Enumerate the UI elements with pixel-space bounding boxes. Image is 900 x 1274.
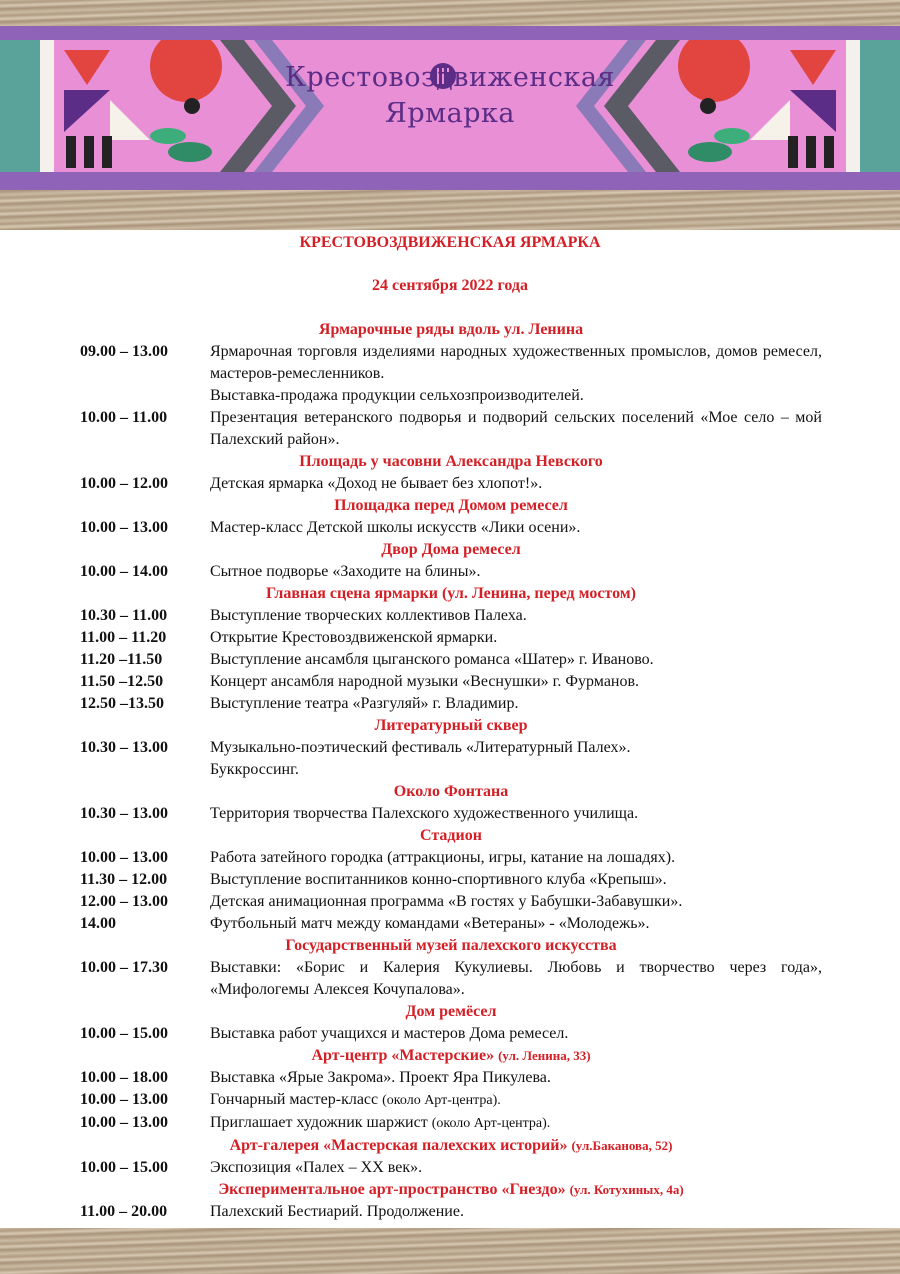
event-time: 10.00 – 13.00 <box>80 519 168 536</box>
event-description <box>210 1201 822 1223</box>
event-description <box>210 759 822 781</box>
event-description <box>210 891 822 913</box>
event-text: Выступление творческих коллективов Палеха. <box>210 607 527 624</box>
section-heading <box>80 935 822 957</box>
event-description <box>210 407 822 451</box>
event-text: Выставка «Ярые Закрома». Проект Яра Пикулева. <box>210 1069 551 1086</box>
section-heading <box>80 1179 822 1201</box>
header-banner <box>0 26 900 190</box>
event-description <box>210 385 822 407</box>
schedule-row <box>80 627 822 649</box>
section-heading-text: Площадь у часовни Александра Невского <box>299 453 603 470</box>
event-text: Футбольный матч между командами «Ветераны» - «Молодежь». <box>210 915 650 932</box>
section-heading-text: Около Фонтана <box>393 783 509 800</box>
schedule-row <box>80 1201 822 1223</box>
banner-title-line2: Ярмарка <box>385 98 515 129</box>
event-text: Приглашает художник шаржист <box>210 1114 428 1131</box>
event-text: Мастер-класс Детской школы искусств «Лики осени». <box>210 519 581 536</box>
event-description <box>210 1112 822 1135</box>
event-text: Открытие Крестовоздвиженской ярмарки. <box>210 629 498 646</box>
schedule-row <box>80 341 822 385</box>
event-time: 10.00 – 13.00 <box>80 849 168 866</box>
schedule-row <box>80 1067 822 1089</box>
event-text: Выставка работ учащихся и мастеров Дома ремесел. <box>210 1025 569 1042</box>
schedule-row <box>80 737 822 759</box>
event-time: 10.00 – 11.00 <box>80 409 168 426</box>
event-description <box>210 517 822 539</box>
section-heading-text: Главная сцена ярмарки (ул. Ленина, перед мостом) <box>266 585 636 602</box>
event-description <box>210 649 822 671</box>
banner-title <box>0 60 900 132</box>
event-text: Концерт ансамбля народной музыки «Веснушки» г. Фурманов. <box>210 673 640 690</box>
event-time: 10.30 – 11.00 <box>80 607 168 624</box>
section-heading <box>80 1045 822 1067</box>
section-heading-text: Арт-центр «Мастерские» <box>311 1047 495 1064</box>
event-description <box>210 671 822 693</box>
event-time: 10.00 – 12.00 <box>80 475 168 492</box>
event-text: Ярмарочная торговля изделиями народных художественных промыслов, домов ремесел, мастеров-ремесленников. <box>210 343 822 382</box>
schedule-row <box>80 957 822 1001</box>
schedule <box>80 319 822 1223</box>
wood-background-bottom <box>0 1228 900 1274</box>
schedule-row <box>80 473 822 495</box>
event-description <box>210 605 822 627</box>
schedule-row <box>80 913 822 935</box>
schedule-row <box>80 1157 822 1179</box>
schedule-row <box>80 869 822 891</box>
schedule-row <box>80 649 822 671</box>
event-description <box>210 1023 822 1045</box>
event-time: 10.30 – 13.00 <box>80 739 168 756</box>
section-heading-text: Ярмарочные ряды вдоль ул. Ленина <box>318 321 584 338</box>
event-text: Выступление ансамбля цыганского романса «Шатер» г. Иваново. <box>210 651 654 668</box>
schedule-row <box>80 407 822 451</box>
event-time: 09.00 – 13.00 <box>80 343 168 360</box>
schedule-row <box>80 1112 822 1135</box>
schedule-row <box>80 517 822 539</box>
section-address: (ул.Баканова, 52) <box>571 1138 673 1153</box>
section-heading <box>80 539 822 561</box>
event-date: 24 сентября 2022 года <box>372 277 528 294</box>
event-description <box>210 913 822 935</box>
event-text: Детская ярмарка «Доход не бывает без хлопот!». <box>210 475 543 492</box>
event-description <box>210 693 822 715</box>
event-text: Буккроссинг. <box>210 761 299 778</box>
document-title: КРЕСТОВОЗДВИЖЕНСКАЯ ЯРМАРКА <box>299 234 601 251</box>
section-heading <box>80 451 822 473</box>
event-time: 11.30 – 12.00 <box>80 871 168 888</box>
schedule-row <box>80 561 822 583</box>
section-heading <box>80 495 822 517</box>
section-heading <box>80 1135 822 1157</box>
section-heading <box>80 715 822 737</box>
event-description <box>210 1157 822 1179</box>
schedule-row <box>80 605 822 627</box>
section-heading-text: Экспериментальное арт-пространство «Гнездо» <box>218 1181 566 1198</box>
schedule-row <box>80 803 822 825</box>
event-time: 10.00 – 18.00 <box>80 1069 168 1086</box>
event-time: 10.00 – 13.00 <box>80 1091 168 1108</box>
section-heading <box>80 319 822 341</box>
section-heading <box>80 583 822 605</box>
section-address: (ул. Котухиных, 4а) <box>569 1182 684 1197</box>
event-time: 12.50 –13.50 <box>80 695 164 712</box>
event-description <box>210 847 822 869</box>
schedule-row <box>80 1023 822 1045</box>
section-address: (ул. Ленина, 33) <box>498 1048 591 1063</box>
event-text: Сытное подворье «Заходите на блины». <box>210 563 481 580</box>
section-heading <box>80 781 822 803</box>
event-time: 11.50 –12.50 <box>80 673 164 690</box>
event-time: 10.00 – 15.00 <box>80 1159 168 1176</box>
event-time <box>80 759 210 781</box>
event-description <box>210 341 822 385</box>
event-time: 10.00 – 14.00 <box>80 563 168 580</box>
event-description <box>210 957 822 1001</box>
event-time: 10.00 – 15.00 <box>80 1025 168 1042</box>
event-time: 10.00 – 13.00 <box>80 1114 168 1131</box>
schedule-row <box>80 1089 822 1112</box>
section-heading-text: Государственный музей палехского искусства <box>285 937 617 954</box>
event-description <box>210 803 822 825</box>
banner-title-line1: Крестовоздвиженская <box>285 62 615 93</box>
event-text: Выступление воспитанников конно-спортивного клуба «Крепыш». <box>210 871 667 888</box>
event-text: Выставки: «Борис и Калерия Кукулиевы. Любовь и творчество через года», «Мифологемы Алексея Кочупалова». <box>210 959 822 998</box>
schedule-row <box>80 671 822 693</box>
event-text: Презентация ветеранского подворья и подворий сельских поселений «Мое село – мой Палехский район». <box>210 409 822 448</box>
event-text: Гончарный мастер-класс <box>210 1091 379 1108</box>
section-heading <box>80 1001 822 1023</box>
event-description <box>210 869 822 891</box>
section-heading-text: Стадион <box>420 827 482 844</box>
event-text: Экспозиция «Палех – XX век». <box>210 1159 423 1176</box>
event-description <box>210 473 822 495</box>
event-text: Работа затейного городка (аттракционы, игры, катание на лошадях). <box>210 849 676 866</box>
event-time <box>80 385 210 407</box>
banner-panel <box>0 40 900 172</box>
event-time: 11.00 – 20.00 <box>80 1203 168 1220</box>
section-heading-text: Дом ремёсел <box>405 1003 497 1020</box>
event-text: Музыкально-поэтический фестиваль «Литературный Палех». <box>210 739 631 756</box>
schedule-row <box>80 693 822 715</box>
section-heading-text: Двор Дома ремесел <box>381 541 521 558</box>
event-description <box>210 737 822 759</box>
section-heading-text: Литературный сквер <box>374 717 528 734</box>
event-time: 11.20 –11.50 <box>80 651 163 668</box>
event-note: (около Арт-центра). <box>382 1093 501 1108</box>
schedule-row <box>80 891 822 913</box>
section-heading-text: Арт-галерея «Мастерская палехских историй» <box>229 1137 568 1154</box>
section-heading <box>80 825 822 847</box>
event-text: Территория творчества Палехского художественного училища. <box>210 805 639 822</box>
event-time: 11.00 – 11.20 <box>80 629 167 646</box>
event-text: Палехский Бестиарий. Продолжение. <box>210 1203 464 1220</box>
event-description <box>210 1089 822 1112</box>
event-description <box>210 561 822 583</box>
event-time: 14.00 <box>80 915 116 932</box>
event-text: Выступление театра «Разгуляй» г. Владимир. <box>210 695 519 712</box>
event-time: 12.00 – 13.00 <box>80 893 168 910</box>
event-time: 10.00 – 17.30 <box>80 959 168 976</box>
section-heading-text: Площадка перед Домом ремесел <box>334 497 568 514</box>
event-text: Детская анимационная программа «В гостях у Бабушки-Забавушки». <box>210 893 683 910</box>
event-text: Выставка-продажа продукции сельхозпроизводителей. <box>210 387 584 404</box>
event-time: 10.30 – 13.00 <box>80 805 168 822</box>
schedule-row <box>80 385 822 407</box>
schedule-row <box>80 759 822 781</box>
event-description <box>210 1067 822 1089</box>
event-description <box>210 627 822 649</box>
event-note: (около Арт-центра). <box>431 1116 551 1131</box>
schedule-row <box>80 847 822 869</box>
